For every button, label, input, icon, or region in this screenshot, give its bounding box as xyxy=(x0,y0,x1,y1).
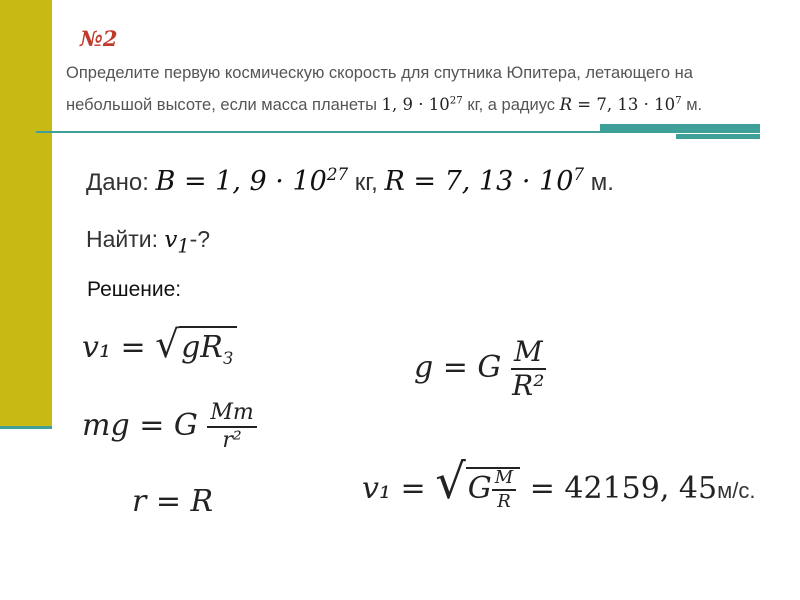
find-label: Найти: xyxy=(86,226,159,252)
formula1-lhs: v₁ = xyxy=(82,330,156,365)
given-label: Дано: xyxy=(86,169,149,196)
given-mass-unit: кг, xyxy=(354,169,378,196)
formula5-lhs: v₁ = xyxy=(362,471,436,506)
formula1-radicand-sub: З xyxy=(222,349,234,368)
problem-mass-value xyxy=(382,95,463,114)
formula5-fraction xyxy=(492,469,516,511)
problem-mass-mantissa: 1, 9 · 10 xyxy=(381,95,450,114)
problem-statement xyxy=(66,58,796,121)
formula2-numerator: Mm xyxy=(207,402,256,428)
problem-radius-value xyxy=(572,95,682,114)
formula4-numerator: M xyxy=(511,338,546,370)
sidebar-bottom-line xyxy=(0,426,52,429)
formula5-g: G xyxy=(467,471,492,506)
problem-text-mass-intro: небольшой высоте, если масса планеты xyxy=(66,96,377,114)
problem-line-1: Определите первую космическую скорость для спутника Юпитера, летающего на xyxy=(66,64,693,82)
given-radius-exponent: 7 xyxy=(573,164,585,184)
formula4-fraction xyxy=(511,335,546,402)
header-accent-block-small xyxy=(676,134,760,139)
formula5-numerator: M xyxy=(492,469,516,491)
problem-text-radius-intro: кг, а радиус xyxy=(467,96,556,114)
problem-line-2 xyxy=(66,89,796,121)
given-mass-expression xyxy=(156,166,349,197)
given-mass-mantissa: B = 1, 9 · 10 xyxy=(155,166,327,197)
header-accent-block xyxy=(600,124,760,133)
formula5-result: = 42159, 45 xyxy=(520,471,718,506)
formula2-fraction xyxy=(207,402,256,452)
problem-radius-unit: м. xyxy=(686,96,703,114)
problem-radius-mantissa: = 7, 13 · 10 xyxy=(572,95,676,114)
formula-first-cosmic-speed xyxy=(82,322,237,368)
find-suffix: -? xyxy=(189,226,211,252)
problem-mass-exponent: 27 xyxy=(449,95,463,107)
formula5-radicand xyxy=(466,467,520,512)
formula1-radicand xyxy=(179,326,237,368)
solution-label: Решение: xyxy=(87,278,182,301)
formula-radius-equal xyxy=(132,484,213,519)
formula4-lhs: g = G xyxy=(414,350,502,385)
find-variable xyxy=(164,227,190,258)
formula2-lhs: mg = G xyxy=(82,408,198,443)
given-mass-exponent: 27 xyxy=(326,164,349,184)
formula1-radicand-main: gR xyxy=(181,330,223,365)
problem-radius-exponent: 7 xyxy=(675,95,682,107)
formula-gravity-equation xyxy=(82,402,257,452)
given-section xyxy=(86,166,614,197)
task-number: №2 xyxy=(80,26,118,51)
formula-free-fall-acceleration xyxy=(414,335,546,402)
given-radius-expression xyxy=(384,166,584,197)
sidebar-accent-bar xyxy=(0,0,52,426)
given-radius-mantissa: R = 7, 13 · 10 xyxy=(384,166,574,197)
formula-final-result xyxy=(362,454,756,512)
formula5-denominator: R xyxy=(497,491,511,512)
given-radius-unit: м. xyxy=(590,169,614,196)
formula5-unit: м/с. xyxy=(717,478,756,503)
formula3-text: r = R xyxy=(132,484,214,519)
sqrt-symbol: √ xyxy=(155,322,180,366)
sqrt-symbol-large: √ xyxy=(435,454,466,510)
find-var-subscript: 1 xyxy=(177,234,190,258)
find-var-letter: v xyxy=(164,227,178,253)
problem-radius-var: R xyxy=(559,95,573,114)
formula4-denominator: R² xyxy=(512,369,545,402)
find-section xyxy=(86,226,210,258)
formula2-denominator: r² xyxy=(222,428,242,453)
